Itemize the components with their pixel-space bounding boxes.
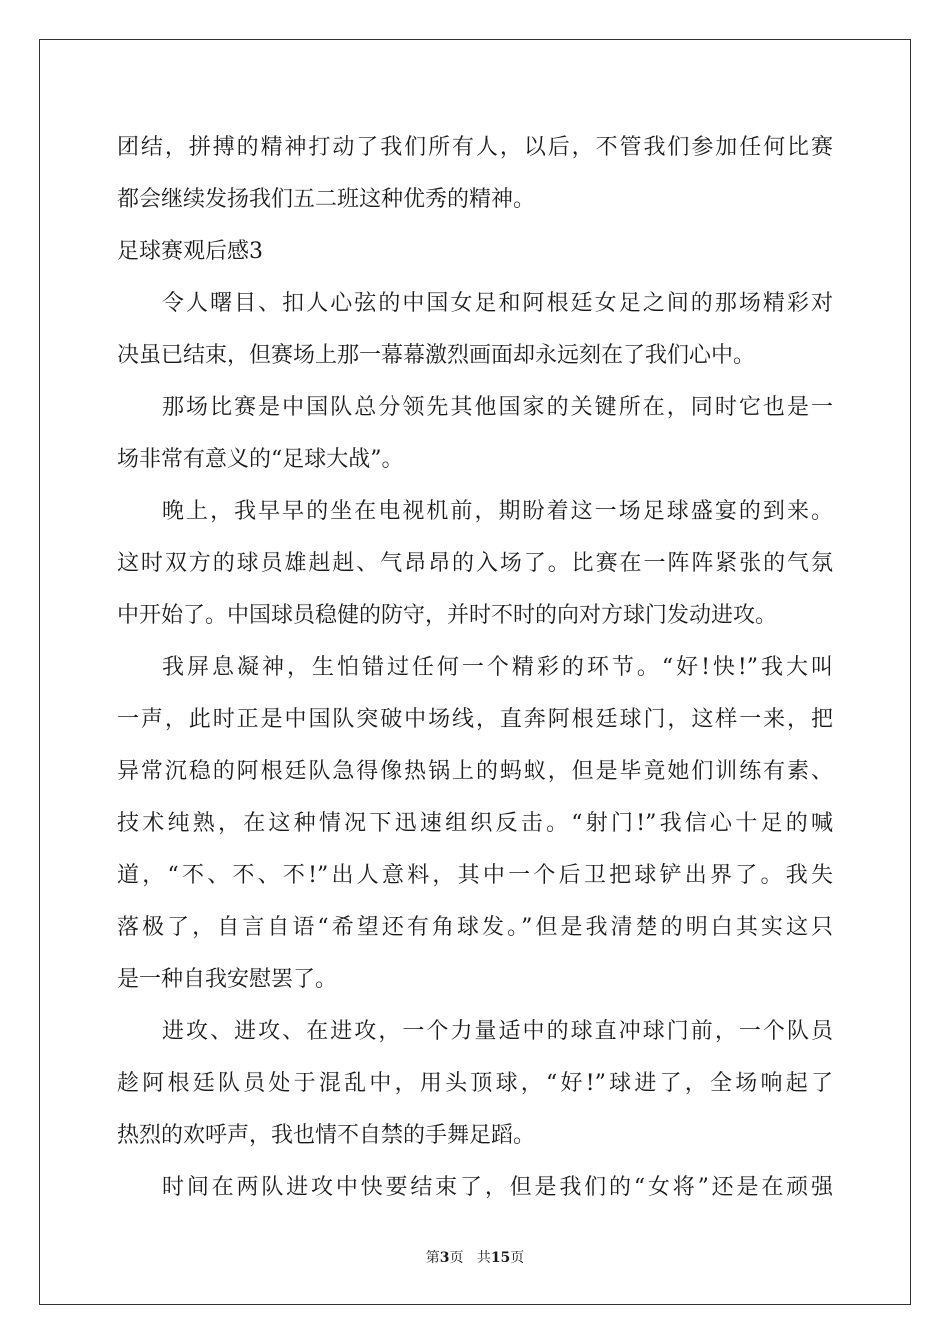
text-line: 落极了，自言自语“希望还有角球发。”但是我清楚的明白其实这只: [117, 915, 833, 940]
footer-total-prefix: 共: [476, 1250, 491, 1266]
text-line: 那场比赛是中国队总分领先其他国家的关键所在，同时它也是一: [162, 395, 833, 420]
text-line: 时间在两队进攻中快要结束了，但是我们的“女将”还是在顽强: [162, 1175, 833, 1200]
text-line: 道，“不、不、不!”出人意料，其中一个后卫把球铲出界了。我失: [117, 863, 833, 888]
current-page-number: 3: [439, 1250, 450, 1266]
text-line: 中开始了。中国球员稳健的防守，并时不时的向对方球门发动进攻。: [117, 603, 778, 628]
section-heading: 足球赛观后感3: [117, 239, 263, 264]
total-page-count: 15: [490, 1250, 511, 1266]
footer-page-suffix: 页: [449, 1250, 464, 1266]
page-footer: [0, 1247, 950, 1267]
document-body: [117, 128, 833, 1220]
text-line: 都会继续发扬我们五二班这种优秀的精神。: [117, 187, 536, 212]
text-line: 热烈的欢呼声，我也情不自禁的手舞足蹈。: [117, 1123, 536, 1148]
text-line: 是一种自我安慰罢了。: [117, 967, 338, 992]
footer-total-suffix: 页: [510, 1250, 525, 1266]
text-line: 一声，此时正是中国队突破中场线，直奔阿根廷球门，这样一来，把: [117, 707, 833, 732]
text-line: 技术纯熟，在这种情况下迅速组织反击。“射门!”我信心十足的喊: [117, 811, 833, 836]
text-line: 晚上，我早早的坐在电视机前，期盼着这一场足球盛宴的到来。: [162, 499, 833, 524]
text-line: 决虽已结束，但赛场上那一幕幕激烈画面却永远刻在了我们心中。: [117, 343, 756, 368]
text-line: 这时双方的球员雄赳赳、气昂昂的入场了。比赛在一阵阵紧张的气氛: [117, 551, 833, 576]
footer-prefix: 第: [425, 1250, 440, 1266]
text-line: 我屏息凝神，生怕错过任何一个精彩的环节。“好!快!”我大叫: [162, 655, 833, 680]
text-line: 令人曙目、扣人心弦的中国女足和阿根廷女足之间的那场精彩对: [162, 291, 833, 316]
text-line: 场非常有意义的“足球大战”。: [117, 447, 404, 472]
text-line: 趁阿根廷队员处于混乱中，用头顶球，“好!”球进了，全场响起了: [117, 1071, 833, 1096]
text-line: 团结，拼搏的精神打动了我们所有人，以后，不管我们参加任何比赛: [117, 135, 833, 160]
text-line: 进攻、进攻、在进攻，一个力量适中的球直冲球门前，一个队员: [162, 1019, 833, 1044]
text-line: 异常沉稳的阿根廷队急得像热锅上的蚂蚁，但是毕竟她们训练有素、: [117, 759, 833, 784]
